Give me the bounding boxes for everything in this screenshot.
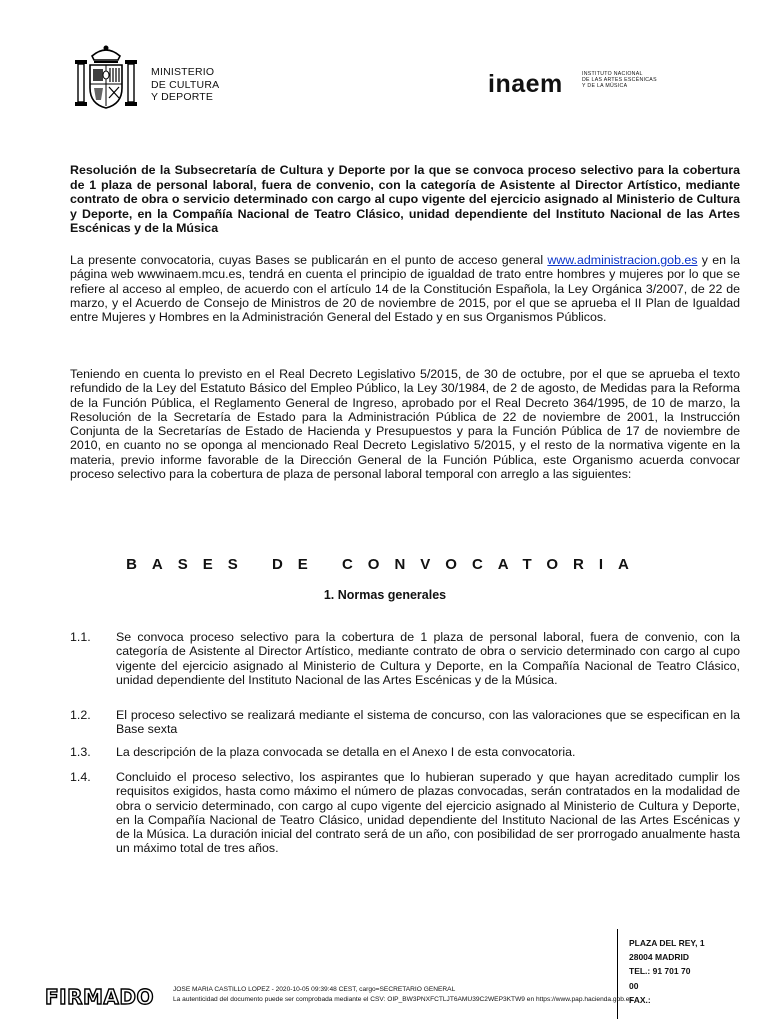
- item-text: El proceso selectivo se realizará mediante el sistema de concurso, con las valoraciones que se especifican en la Base sexta: [116, 708, 740, 737]
- ministry-name: [151, 66, 219, 104]
- item-text: Concluido el proceso selectivo, los aspirantes que lo hubieran superado y que hayan acreditado cumplir los requisitos exigidos, hasta como máximo el número de plazas convocadas, serán contratados en la modalidad de obra o servicio determinado, con cargo al cupo vigente del ejercicio asignado al Ministerio de Cultura y Deporte, en la Compañía Nacional de Teatro Clásico, unidad dependiente del Instituto Nacional de las Artes Escénicas y de la Música. La duración inicial del contrato será de un año, con posibilidad de ser prorrogado anualmente hasta un máximo total de tres años.: [116, 770, 740, 856]
- item-text: La descripción de la plaza convocada se detalla en el Anexo I de esta convocatoria.: [116, 745, 576, 759]
- item-text: Se convoca proceso selectivo para la cobertura de 1 plaza de personal laboral, fuera de convenio, con la categoría de Asistente al Director Artístico, mediante contrato de obra o servicio determinado con cargo al cupo vigente del ejercicio asignado al Ministerio de Cultura y Deporte, en la Compañía Nacional de Teatro Clásico, unidad dependiente del Instituto Nacional de las Artes Escénicas y de la Música.: [116, 630, 740, 687]
- inaem-subtitle: [582, 71, 657, 89]
- coat-of-arms-icon: [70, 42, 142, 114]
- signature-line: La autenticidad del documento puede ser comprobada mediante el CSV: OIP_BW3PNXFCTLJT6AMU39C2WEP3KTW9 en https://www.pap.hacienda.gob.es: [173, 996, 633, 1003]
- address-line: 28004 MADRID: [629, 952, 689, 963]
- inaem-subtitle-line: INSTITUTO NACIONAL: [582, 71, 643, 77]
- legal-basis-paragraph: Teniendo en cuenta lo previsto en el Real Decreto Legislativo 5/2015, de 30 de octubre, por el que se aprueba el texto refundido de la Ley del Estatuto Básico del Empleo Público, la Ley 30/1984, de 2 de agosto, de Medidas para la Reforma de la Función Pública, el Reglamento General de Ingreso, aprobado por el Real Decreto 364/1995, de 10 de marzo, la Resolución de la Secretaría de Estado para la Administración Pública de 22 de noviembre de 2001, la Instrucción Conjunta de la Secretarías de Estado de Hacienda y Presupuestos y para la Función Pública de 17 de noviembre de 2010, en cuanto no se oponga al mencionado Real Decreto Legislativo 5/2015, y el resto de la normativa vigente en la materia, previo informe favorable de la Dirección General de la Función Pública, este Organismo acuerda convocar proceso selectivo para la cobertura de plaza de personal laboral temporal con arreglo a las siguientes:: [70, 367, 740, 482]
- signature-line: JOSE MARIA CASTILLO LOPEZ - 2020-10-05 09:39:48 CEST, cargo=SECRETARIO GENERAL: [173, 986, 456, 993]
- inaem-logo: inaem: [488, 70, 563, 98]
- address-line: FAX.:: [629, 994, 651, 1005]
- signature-info: [173, 985, 633, 1005]
- address-line: PLAZA DEL REY, 1: [629, 938, 705, 948]
- address-block: [629, 936, 705, 1007]
- signed-stamp: FIRMADO: [45, 985, 154, 1009]
- inaem-subtitle-line: Y DE LA MÚSICA: [582, 83, 628, 89]
- item-number: 1.3.: [70, 745, 91, 759]
- address-line: TEL.: 91 701 70: [629, 966, 691, 977]
- item-number: 1.1.: [70, 630, 91, 644]
- ministry-line: Y DEPORTE: [151, 91, 214, 103]
- intro-paragraph: [70, 253, 740, 324]
- ministry-line: DE CULTURA: [151, 78, 220, 91]
- item-number: 1.2.: [70, 708, 91, 722]
- bases-heading: BASES DE CONVOCATORIA: [126, 556, 644, 573]
- intro-text-continued: y en la página web wwwinaem.mcu.es, tendrá en cuenta el principio de igualdad de trato entre hombres y mujeres por lo que se refiere al acceso al empleo, de acuerdo con el artículo 14 de la Constitución Española, la Ley Orgánica 3/2007, de 22 de marzo, y el Acuerdo de Consejo de Ministros de 20 de noviembre de 2015, por el que se aprueba el II Plan de Igualdad entre Mujeres y Hombres en la Administración General del Estado y en sus Organismos Públicos.: [70, 253, 740, 325]
- section-heading: 1. Normas generales: [323, 588, 447, 602]
- ministry-line: MINISTERIO: [151, 66, 215, 78]
- item-number: 1.4.: [70, 770, 91, 784]
- intro-text: La presente convocatoria, cuyas Bases se publicarán en el punto de acceso general: [70, 253, 548, 267]
- resolution-title: Resolución de la Subsecretaría de Cultura y Deporte por la que se convoca proceso selectivo para la cobertura de 1 plaza de personal laboral, fuera de convenio, con la categoría de Asistente al Director Artístico, mediante contrato de obra o servicio determinado con cargo al cupo vigente del ejercicio asignado al Ministerio de Cultura y Deporte, en la Compañía Nacional de Teatro Clásico, unidad dependiente del Instituto Nacional de las Artes Escénicas y de la Música: [70, 163, 740, 235]
- administracion-link[interactable]: www.administracion.gob.es: [547, 253, 698, 267]
- address-line: 00: [629, 980, 639, 991]
- address-divider: [617, 929, 618, 1019]
- inaem-subtitle-line: DE LAS ARTES ESCÉNICAS: [582, 77, 657, 83]
